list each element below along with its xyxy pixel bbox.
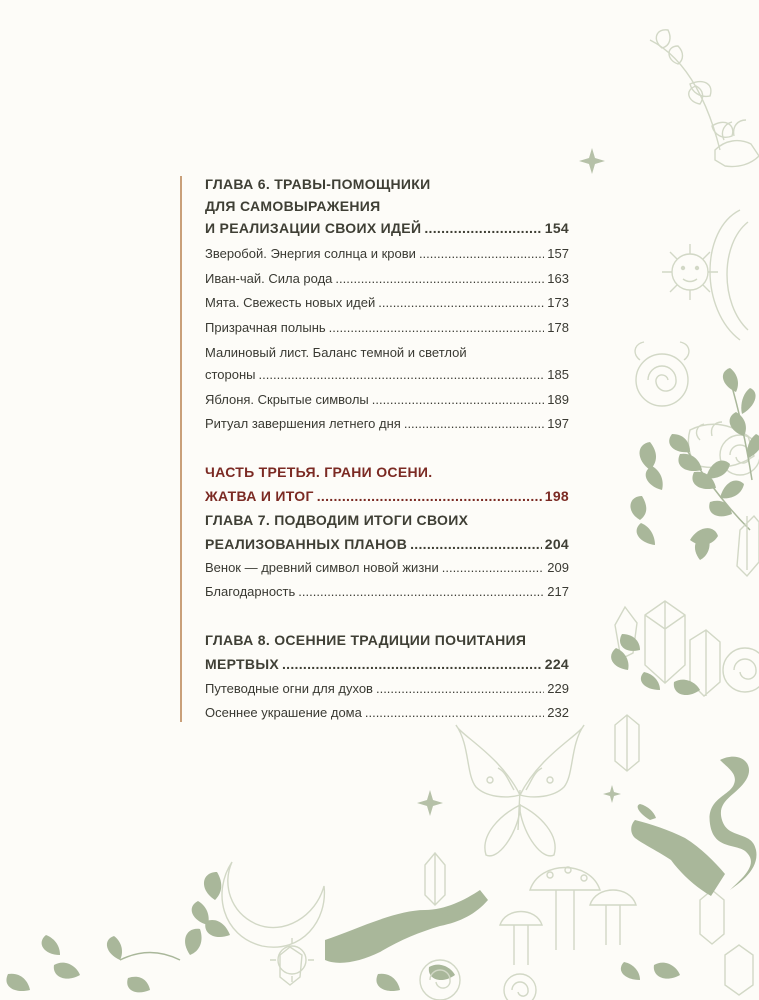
chapter-heading [205,198,569,214]
dot-leader [282,656,542,672]
part-heading [205,464,569,480]
toc-entry[interactable] [205,392,569,407]
page-number: 185 [547,367,569,382]
dot-leader [298,584,544,599]
toc-entry[interactable] [205,560,569,575]
mushroom-icon [500,867,636,965]
page-number: 209 [547,560,569,575]
page-number: 189 [547,392,569,407]
page-number: 204 [544,536,569,552]
toc-entry-part-3[interactable] [205,488,569,504]
chapter-7-title-line-1: ГЛАВА 7. ПОДВОДИМ ИТОГИ СВОИХ [205,512,469,528]
part-3-title-line-2: ЖАТВА И ИТОГ [205,488,314,504]
toc-entry[interactable] [205,584,569,599]
page-number: 232 [547,705,569,720]
dot-leader [376,681,544,696]
entry-title: Путеводные огни для духов [205,681,373,696]
dot-leader [424,220,541,236]
dot-leader [365,705,544,720]
toc-entry-chapter-7[interactable] [205,536,569,552]
page-number: 173 [547,295,569,310]
entry-title-line-2: стороны [205,367,256,382]
chapter-8-title-line-2: МЕРТВЫХ [205,656,279,672]
hand-icon [715,120,759,167]
dot-leader [378,295,544,310]
chapter-8-title-line-1: ГЛАВА 8. ОСЕННИЕ ТРАДИЦИИ ПОЧИТАНИЯ [205,632,527,648]
entry-title: Венок — древний символ новой жизни [205,560,439,575]
crescent-moon-icon [222,862,324,982]
toc-entry[interactable] [205,416,569,431]
entry-title: Иван-чай. Сила рода [205,271,333,286]
chapter-heading [205,632,569,648]
page-number: 198 [544,488,569,504]
dot-leader [410,536,542,552]
toc-entry[interactable] [205,705,569,720]
chapter-6-title-line-1: ГЛАВА 6. ТРАВЫ-ПОМОЩНИКИ [205,176,431,192]
rose-icon [635,342,759,692]
entry-title: Осеннее украшение дома [205,705,362,720]
moth-icon [456,725,584,856]
hand-icon [325,890,488,963]
entry-title: Яблоня. Скрытые символы [205,392,369,407]
page-number: 178 [547,320,569,335]
toc-entry[interactable] [205,320,569,335]
dot-leader [317,488,542,504]
toc-entry-continued[interactable] [205,345,569,360]
entry-title: Мята. Свежесть новых идей [205,295,376,310]
toc-entry[interactable] [205,271,569,286]
page-number: 197 [547,416,569,431]
toc-entry-chapter-8[interactable] [205,656,569,672]
chapter-7-title-line-2: РЕАЛИЗОВАННЫХ ПЛАНОВ [205,536,408,552]
page-number: 163 [547,271,569,286]
chapter-heading [205,176,569,192]
page-number: 154 [544,220,569,236]
page-number: 224 [544,656,569,672]
page-number: 217 [547,584,569,599]
chapter-6-title-line-2: ДЛЯ САМОВЫРАЖЕНИЯ [205,198,381,214]
dot-leader [372,392,545,407]
entry-title: Благодарность [205,584,296,599]
page-number: 157 [547,246,569,261]
toc-entry[interactable] [205,246,569,261]
entry-title: Зверобой. Энергия солнца и крови [205,246,416,261]
entry-title: Ритуал завершения летнего дня [205,416,401,431]
chapter-heading [205,512,569,528]
table-of-contents [180,176,569,722]
dot-leader [442,560,545,575]
toc-entry[interactable] [205,681,569,696]
toc-entry-chapter-6[interactable] [205,220,569,236]
crescent-moon-icon [710,210,748,340]
leaf-branch-icon [650,30,733,150]
leaf-branch-icon [611,634,700,695]
chapter-6-title-line-3: И РЕАЛИЗАЦИИ СВОИХ ИДЕЙ [205,220,422,236]
page-number: 229 [547,681,569,696]
entry-title: Призрачная полынь [205,320,326,335]
toc-entry[interactable] [205,295,569,310]
dot-leader [404,416,544,431]
dot-leader [335,271,544,286]
part-3-title-line-1: ЧАСТЬ ТРЕТЬЯ. ГРАНИ ОСЕНИ. [205,464,433,480]
dot-leader [329,320,545,335]
dot-leader [259,367,545,382]
toc-entry[interactable] [205,367,569,382]
dot-leader [419,246,544,261]
entry-title-line-1: Малиновый лист. Баланс темной и светлой [205,345,467,360]
